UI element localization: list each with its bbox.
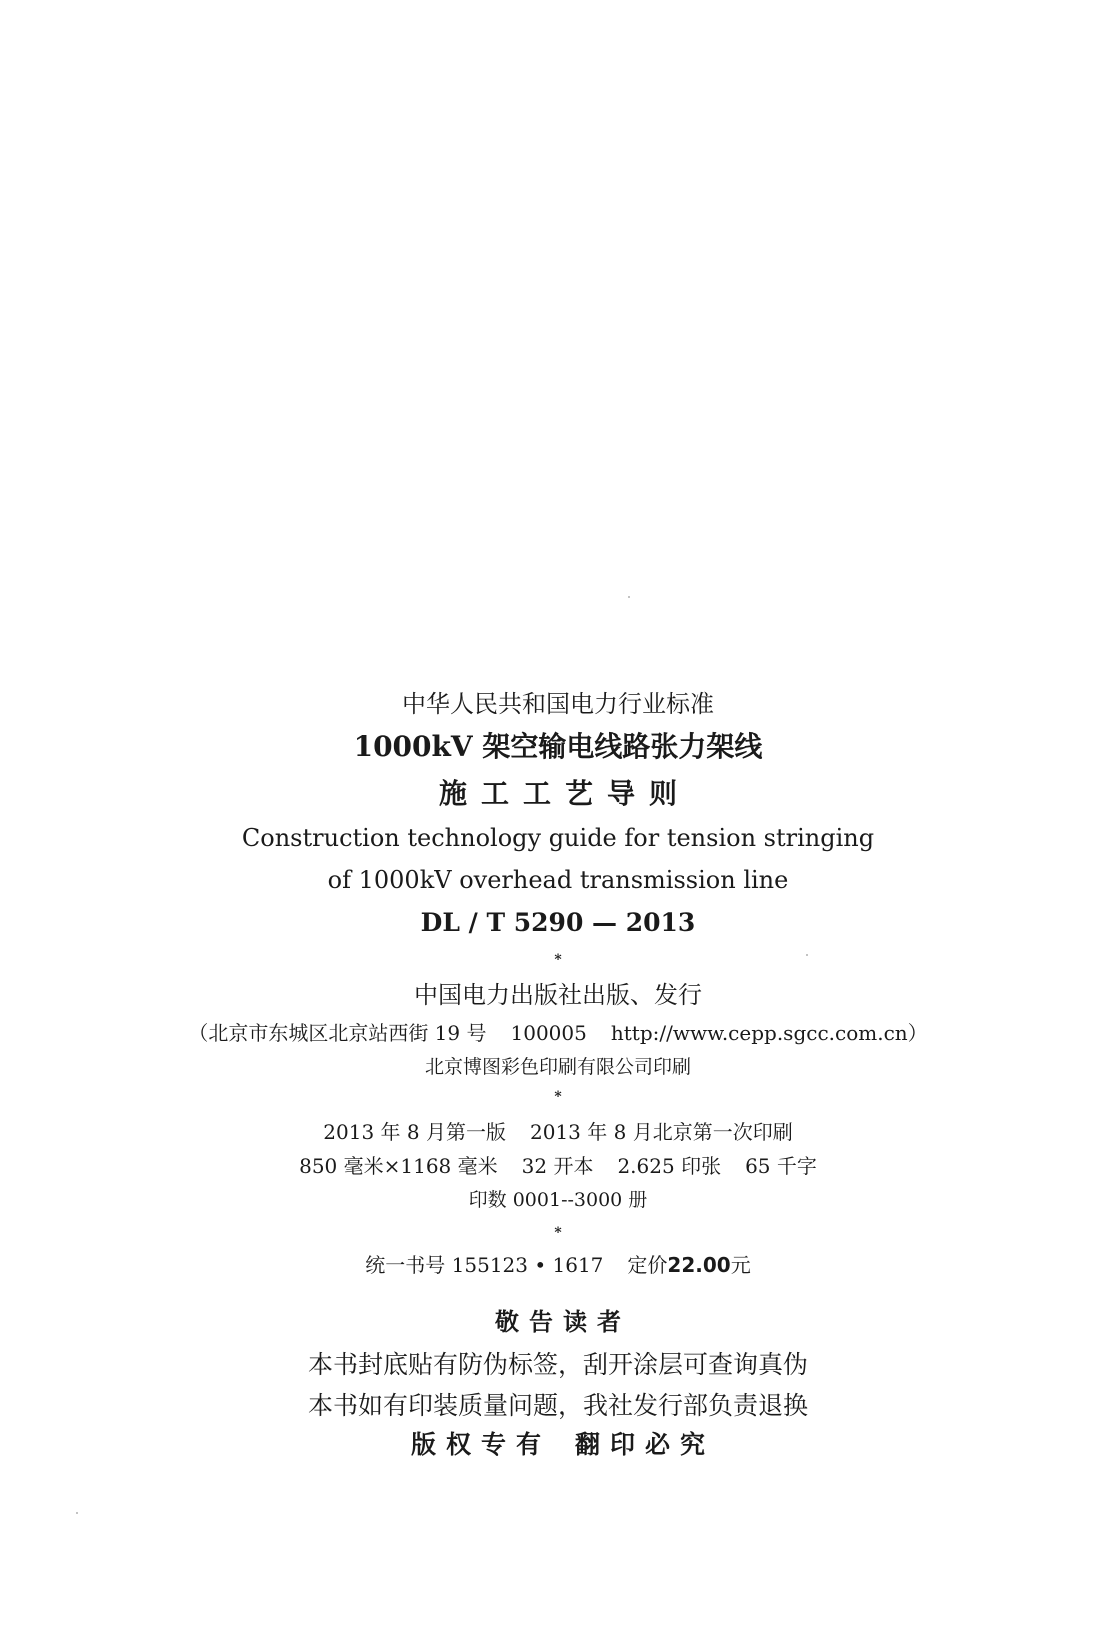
scan-speck <box>628 596 630 598</box>
format-words: 65 千字 <box>745 1154 817 1178</box>
edition-info <box>0 1122 1116 1142</box>
first-edition: 2013 年 8 月第一版 <box>323 1120 506 1144</box>
address-street: （北京市东城区北京站西街 19 号 <box>188 1021 487 1045</box>
notice-heading: 敬告读者 <box>495 1307 631 1336</box>
english-title-line-1: Construction technology guide for tension stringing <box>241 824 875 852</box>
standard-name: 中华人民共和国电力行业标准 <box>402 690 714 718</box>
standard-code: DL / T 5290 — 2013 <box>420 908 696 937</box>
separator-star: * <box>554 1225 562 1241</box>
format-info <box>0 1156 1116 1176</box>
scan-speck <box>806 954 808 956</box>
print-run: 印数 0001--3000 册 <box>468 1189 648 1211</box>
publisher-address <box>0 1023 1116 1043</box>
printer: 北京博图彩色印刷有限公司印刷 <box>424 1056 691 1078</box>
english-title-line-2: of 1000kV overhead transmission line <box>327 866 789 894</box>
notice-line-1: 本书封底贴有防伪标签，刮开涂层可查询真伪 <box>307 1350 808 1379</box>
copyright-notice <box>0 1432 1116 1457</box>
price-label: 定价 <box>627 1253 668 1277</box>
copyright-part-2: 翻印必究 <box>575 1430 716 1459</box>
address-postcode: 100005 <box>510 1021 587 1045</box>
price-value: 22.00 <box>667 1253 731 1277</box>
book-number: 统一书号 155123 • 1617 <box>365 1253 604 1277</box>
separator-star: * <box>554 952 562 968</box>
format-kai: 32 开本 <box>521 1154 594 1178</box>
title-line-2: 施工工艺导则 <box>438 777 691 810</box>
scan-speck <box>76 1512 78 1514</box>
format-sheets: 2.625 印张 <box>617 1154 722 1178</box>
price-unit: 元 <box>730 1253 751 1277</box>
publisher: 中国电力出版社出版、发行 <box>414 981 702 1009</box>
first-printing: 2013 年 8 月北京第一次印刷 <box>530 1120 793 1144</box>
address-url: http://www.cepp.sgcc.com.cn） <box>610 1021 928 1045</box>
format-size: 850 毫米×1168 毫米 <box>299 1154 498 1178</box>
separator-star: * <box>554 1089 562 1105</box>
title-line-1: 1000kV 架空输电线路张力架线 <box>353 730 763 763</box>
copyright-part-1: 版权专有 <box>410 1430 551 1459</box>
notice-line-2: 本书如有印装质量问题，我社发行部负责退换 <box>307 1391 808 1420</box>
book-number-and-price <box>0 1255 1116 1275</box>
